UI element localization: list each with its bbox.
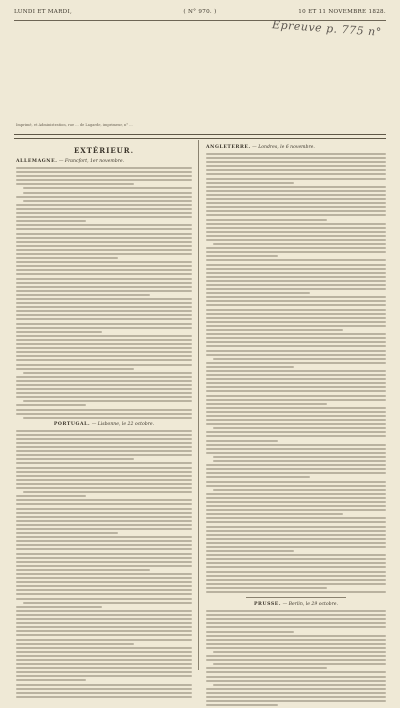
text-line	[206, 390, 386, 392]
text-line	[16, 524, 192, 526]
text-line	[206, 435, 386, 437]
text-line	[206, 526, 386, 528]
text-line	[206, 399, 386, 401]
text-line	[206, 165, 386, 167]
text-line	[16, 688, 192, 690]
text-line	[206, 210, 386, 212]
text-line	[213, 489, 386, 491]
text-line	[206, 264, 386, 266]
dispatch-date: — Francfort, 1er novembre.	[58, 159, 125, 164]
text-line	[206, 325, 386, 327]
header-double-rule	[14, 134, 386, 139]
text-line	[16, 458, 134, 460]
text-line	[16, 265, 192, 267]
text-line	[206, 223, 386, 225]
text-line	[206, 321, 386, 323]
text-line	[16, 364, 192, 366]
text-line	[206, 659, 386, 661]
text-line	[16, 495, 86, 497]
text-line	[16, 290, 192, 292]
text-line	[16, 512, 192, 514]
text-line	[206, 631, 294, 633]
text-line	[16, 675, 192, 677]
text-line	[206, 239, 386, 241]
text-line	[16, 380, 192, 382]
masthead-date-right: 10 ET 11 NOVEMBRE 1828.	[298, 9, 386, 15]
text-line	[213, 460, 386, 462]
right-column	[206, 142, 386, 708]
text-line	[206, 284, 386, 286]
text-line	[206, 411, 386, 413]
text-line	[16, 634, 192, 636]
text-line	[206, 472, 386, 474]
masthead-date-left: LUNDI ET MARDI,	[14, 9, 73, 15]
text-line	[16, 392, 192, 394]
text-line	[16, 598, 192, 600]
text-line	[206, 272, 386, 274]
text-line	[16, 245, 192, 247]
text-line	[16, 323, 192, 325]
text-line	[16, 508, 192, 510]
text-line	[16, 335, 192, 337]
text-line	[206, 235, 386, 237]
imprint-notice: Imprimé, et Administration, rue ... de Lagarde, imprimeur, n° ...	[16, 123, 133, 127]
text-line	[206, 676, 386, 678]
text-line	[16, 212, 192, 214]
text-line	[206, 704, 278, 706]
text-line	[206, 178, 386, 180]
text-line	[206, 688, 386, 690]
text-line	[206, 288, 386, 290]
text-line	[206, 444, 386, 446]
text-line	[206, 431, 386, 433]
text-line	[206, 173, 386, 175]
text-line	[206, 378, 386, 380]
text-line	[206, 345, 386, 347]
text-line	[16, 388, 192, 390]
text-line	[16, 318, 192, 320]
text-line	[206, 618, 386, 620]
text-line	[16, 396, 192, 398]
text-line	[206, 300, 386, 302]
text-line	[16, 298, 192, 300]
text-line	[16, 269, 192, 271]
text-line	[206, 700, 386, 702]
text-line	[206, 643, 386, 645]
text-line	[16, 359, 192, 361]
text-line	[16, 503, 192, 505]
text-line	[206, 476, 310, 478]
text-line	[23, 200, 192, 202]
text-line	[23, 187, 192, 189]
text-line	[16, 351, 192, 353]
text-line	[206, 505, 386, 507]
text-line	[16, 257, 118, 259]
text-line	[206, 521, 386, 523]
text-line	[206, 440, 278, 442]
text-line	[16, 581, 192, 583]
dispatch-place: PORTUGAL.	[53, 421, 91, 427]
text-line	[16, 442, 192, 444]
text-line	[206, 468, 386, 470]
text-line	[16, 306, 192, 308]
handwritten-note: Epreuve p. 775 n°	[271, 18, 383, 39]
text-line	[16, 651, 192, 653]
dispatch-heading-angleterre	[206, 145, 386, 150]
text-line	[16, 409, 192, 411]
text-line	[206, 231, 386, 233]
masthead-issue-number: ( N° 970. )	[183, 9, 217, 15]
article-body	[206, 610, 386, 706]
text-line	[16, 696, 192, 698]
text-line	[16, 614, 192, 616]
text-line	[206, 562, 386, 564]
text-line	[16, 310, 192, 312]
section-title: EXTÉRIEUR.	[73, 146, 135, 155]
text-line	[23, 192, 192, 194]
text-line	[206, 186, 386, 188]
text-line	[16, 273, 192, 275]
text-line	[206, 329, 343, 331]
text-line	[16, 520, 192, 522]
dispatch-heading-prusse	[206, 602, 386, 607]
text-line	[206, 370, 386, 372]
text-line	[206, 493, 386, 495]
text-line	[213, 663, 386, 665]
text-line	[16, 179, 192, 181]
text-line	[16, 499, 192, 501]
text-line	[16, 622, 192, 624]
text-line	[23, 491, 192, 493]
text-line	[206, 566, 386, 568]
text-line	[206, 622, 386, 624]
text-line	[16, 376, 192, 378]
text-line	[23, 372, 192, 374]
text-line	[16, 302, 192, 304]
text-line	[16, 175, 192, 177]
dispatch-heading-portugal	[16, 422, 192, 427]
text-line	[16, 454, 192, 456]
text-line	[16, 573, 192, 575]
text-line	[16, 343, 192, 345]
text-line	[206, 219, 327, 221]
text-line	[16, 237, 192, 239]
text-line	[206, 333, 386, 335]
text-line	[206, 251, 386, 253]
text-line	[206, 395, 386, 397]
text-line	[16, 561, 192, 563]
text-line	[206, 448, 386, 450]
text-line	[16, 667, 192, 669]
text-line	[16, 479, 192, 481]
text-line	[206, 374, 386, 376]
text-line	[16, 224, 192, 226]
text-line	[16, 282, 192, 284]
text-line	[206, 206, 386, 208]
text-line	[16, 261, 192, 263]
text-line	[206, 337, 386, 339]
text-line	[206, 546, 386, 548]
text-line	[206, 350, 386, 352]
text-line	[206, 153, 386, 155]
text-line	[206, 190, 386, 192]
text-line	[16, 663, 192, 665]
dispatch-date: — Lisbonne, le 22 octobre.	[91, 421, 155, 427]
text-line	[23, 400, 192, 402]
text-line	[213, 651, 386, 653]
text-line	[16, 565, 192, 567]
text-line	[206, 259, 386, 261]
text-line	[16, 557, 192, 559]
text-line	[206, 655, 386, 657]
text-line	[206, 296, 386, 298]
text-line	[16, 446, 192, 448]
text-line	[16, 589, 192, 591]
text-line	[206, 268, 386, 270]
text-line	[206, 247, 386, 249]
text-line	[16, 355, 192, 357]
text-line	[206, 341, 386, 343]
text-line	[206, 517, 386, 519]
text-line	[206, 558, 386, 560]
text-line	[206, 530, 386, 532]
article-body	[16, 167, 192, 419]
text-line	[16, 532, 118, 534]
text-line	[16, 471, 192, 473]
text-line	[206, 481, 386, 483]
text-line	[213, 243, 386, 245]
text-line	[16, 536, 192, 538]
text-line	[16, 626, 192, 628]
text-line	[16, 249, 192, 251]
article-body	[206, 153, 386, 593]
text-line	[16, 544, 192, 546]
text-line	[16, 241, 192, 243]
text-line	[16, 183, 134, 185]
text-line	[16, 216, 192, 218]
text-line	[16, 684, 192, 686]
text-line	[206, 227, 386, 229]
text-line	[16, 462, 192, 464]
text-line	[206, 407, 386, 409]
text-line	[16, 327, 192, 329]
text-line	[16, 171, 192, 173]
text-line	[206, 509, 386, 511]
dispatch-heading-allemagne	[16, 159, 192, 164]
dispatch-place: ANGLETERRE.	[206, 145, 251, 150]
dispatch-place: PRUSSE.	[254, 602, 282, 608]
text-line	[16, 553, 192, 555]
text-line	[206, 198, 386, 200]
text-line	[206, 366, 294, 368]
column-divider	[198, 140, 199, 670]
masthead-rule	[14, 20, 386, 21]
text-line	[16, 167, 192, 169]
dispatch-date: — Berlin, le 29 octobre.	[282, 602, 338, 608]
text-line	[206, 194, 386, 196]
text-line	[213, 427, 386, 429]
text-line	[206, 386, 386, 388]
text-line	[206, 579, 386, 581]
text-line	[206, 313, 386, 315]
text-line	[16, 548, 192, 550]
text-line	[206, 362, 386, 364]
text-line	[16, 294, 150, 296]
text-line	[16, 577, 192, 579]
text-line	[206, 280, 386, 282]
text-line	[16, 655, 192, 657]
text-line	[16, 368, 134, 370]
text-line	[16, 593, 192, 595]
text-line	[206, 169, 386, 171]
text-line	[16, 331, 102, 333]
text-line	[16, 434, 192, 436]
text-line	[206, 317, 386, 319]
text-line	[206, 639, 386, 641]
text-line	[213, 456, 386, 458]
text-line	[16, 606, 102, 608]
dispatch-place: ALLEMAGNE.	[16, 159, 58, 164]
text-line	[16, 286, 192, 288]
text-line	[206, 501, 386, 503]
text-line	[206, 452, 386, 454]
text-line	[16, 692, 192, 694]
text-line	[213, 358, 386, 360]
text-line	[206, 635, 386, 637]
text-line	[206, 571, 386, 573]
text-line	[206, 591, 386, 593]
text-line	[206, 534, 386, 536]
text-line	[16, 220, 86, 222]
text-line	[206, 692, 386, 694]
text-line	[16, 228, 192, 230]
text-line	[206, 382, 386, 384]
text-line	[16, 475, 192, 477]
text-line	[206, 575, 386, 577]
text-line	[16, 467, 192, 469]
text-line	[16, 430, 192, 432]
text-line	[16, 516, 192, 518]
article-body	[16, 430, 192, 698]
text-line	[16, 483, 192, 485]
text-line	[206, 542, 386, 544]
text-line	[16, 384, 192, 386]
text-line	[16, 618, 192, 620]
text-line	[16, 404, 86, 406]
text-line	[16, 671, 192, 673]
text-line	[16, 585, 192, 587]
text-line	[206, 513, 343, 515]
text-line	[16, 438, 192, 440]
text-line	[206, 464, 386, 466]
text-line	[16, 630, 192, 632]
text-line	[206, 550, 294, 552]
text-line	[16, 540, 192, 542]
text-line	[16, 450, 192, 452]
text-line	[206, 202, 386, 204]
text-line	[23, 602, 192, 604]
text-line	[16, 639, 192, 641]
text-line	[206, 587, 327, 589]
text-line	[206, 309, 386, 311]
text-line	[16, 528, 192, 530]
text-line	[206, 696, 386, 698]
article-separator	[246, 597, 346, 598]
text-line	[16, 643, 134, 645]
text-line	[16, 339, 192, 341]
dispatch-date: — Londres, le 6 novembre.	[252, 145, 315, 150]
text-line	[206, 419, 386, 421]
text-line	[206, 667, 327, 669]
left-column	[16, 143, 192, 700]
text-line	[206, 497, 386, 499]
text-line	[206, 671, 386, 673]
text-line	[206, 161, 386, 163]
text-line	[206, 304, 386, 306]
text-line	[206, 255, 278, 257]
text-line	[16, 253, 192, 255]
text-line	[16, 569, 150, 571]
text-line	[206, 538, 386, 540]
text-line	[206, 610, 386, 612]
text-line	[16, 647, 192, 649]
text-line	[206, 403, 327, 405]
text-line	[206, 214, 386, 216]
text-line	[206, 423, 386, 425]
text-line	[16, 659, 192, 661]
text-line	[206, 292, 310, 294]
text-line	[213, 684, 386, 686]
text-line	[206, 415, 386, 417]
text-line	[206, 614, 386, 616]
text-line	[206, 182, 294, 184]
text-line	[16, 278, 192, 280]
text-line	[16, 233, 192, 235]
text-line	[23, 417, 192, 419]
text-line	[16, 487, 192, 489]
text-line	[16, 196, 192, 198]
text-line	[16, 208, 192, 210]
text-line	[206, 647, 386, 649]
text-line	[16, 413, 192, 415]
text-line	[16, 347, 192, 349]
text-line	[16, 314, 192, 316]
text-line	[206, 626, 386, 628]
text-line	[206, 485, 386, 487]
text-line	[206, 554, 386, 556]
text-line	[206, 157, 386, 159]
text-line	[206, 583, 386, 585]
text-line	[16, 204, 192, 206]
text-line	[16, 610, 192, 612]
text-line	[206, 354, 386, 356]
text-line	[206, 276, 386, 278]
